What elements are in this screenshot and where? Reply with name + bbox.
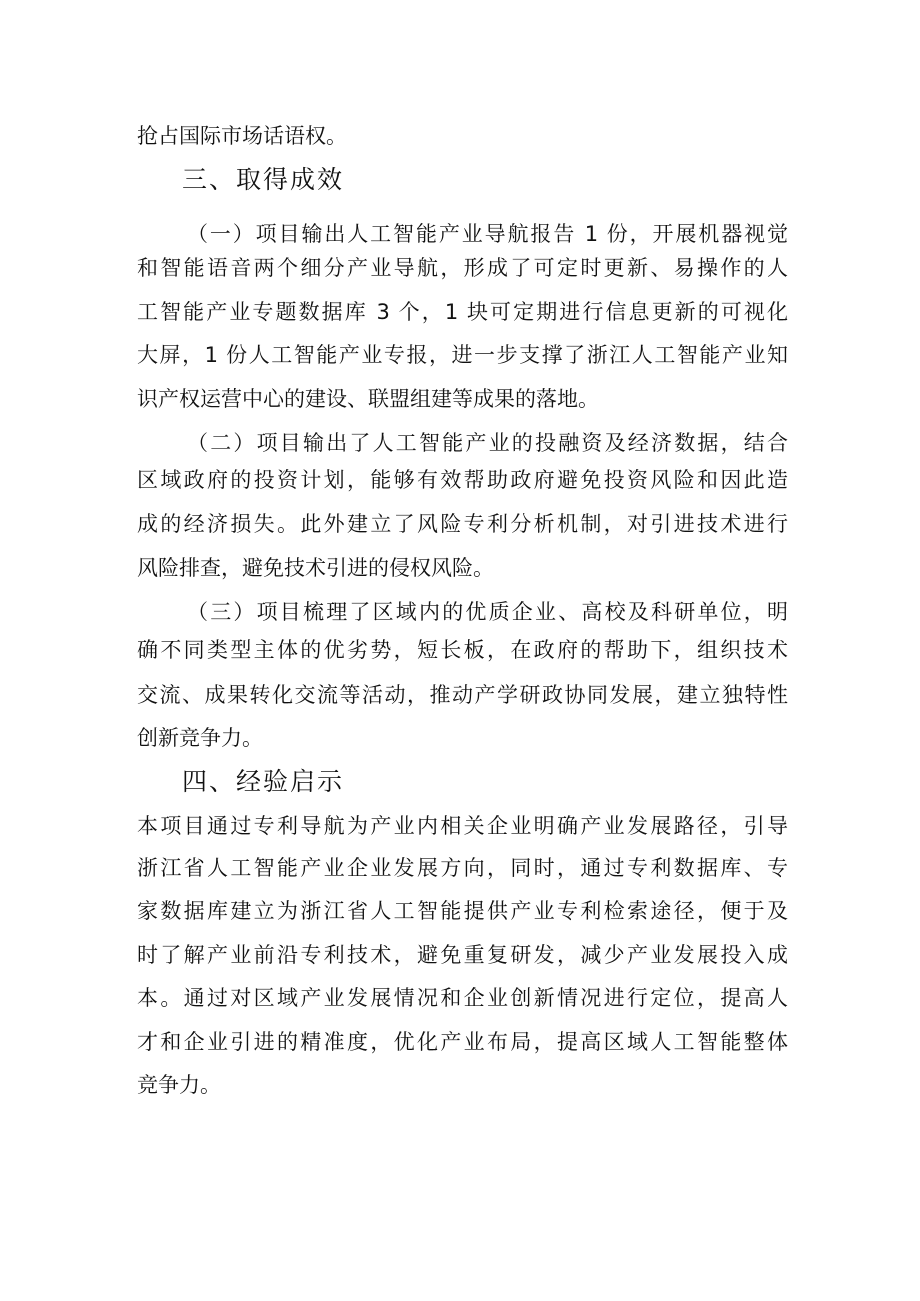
paragraph-line: 创新竞争力。 [137, 726, 263, 750]
paragraph-line: （二）项目输出了人工智能产业的投融资及经济数据，结合 [187, 431, 788, 455]
paragraph-line: 时了解产业前沿专利技术，避免重复研发，减少产业发展投入成 [137, 943, 788, 967]
paragraph-line: 浙江省人工智能产业企业发展方向，同时，通过专利数据库、专 [137, 856, 788, 880]
paragraph-line: 交流、成果转化交流等活动，推动产学研政协同发展，建立独特性 [137, 683, 788, 707]
paragraph-line: 确不同类型主体的优劣势，短长板，在政府的帮助下，组织技术 [137, 638, 788, 662]
paragraph-line: 竞争力。 [137, 1073, 221, 1097]
section-heading-results: 三、取得成效 [182, 165, 345, 194]
paragraph-line: 识产权运营中心的建设、联盟组建等成果的落地。 [137, 387, 599, 411]
section-heading-lessons: 四、经验启示 [182, 767, 345, 796]
paragraph-line: 成的经济损失。此外建立了风险专利分析机制，对引进技术进行 [137, 512, 788, 536]
paragraph-line: 风险排查，避免技术引进的侵权风险。 [137, 556, 494, 580]
paragraph-line: 区域政府的投资计划，能够有效帮助政府避免投资风险和因此造 [137, 468, 788, 492]
paragraph-line: 本项目通过专利导航为产业内相关企业明确产业发展路径，引导 [137, 814, 788, 838]
paragraph-line: 大屏，1 份人工智能产业专报，进一步支撑了浙江人工智能产业知 [137, 343, 788, 367]
paragraph-line: 才和企业引进的精准度，优化产业布局，提高区域人工智能整体 [137, 1030, 788, 1054]
paragraph-line: （一）项目输出人工智能产业导航报告 1 份，开展机器视觉 [187, 222, 788, 246]
paragraph-line: 工智能产业专题数据库 3 个，1 块可定期进行信息更新的可视化 [137, 300, 788, 324]
opening-line: 抢占国际市场话语权。 [137, 124, 347, 148]
paragraph-line: 和智能语音两个细分产业导航，形成了可定时更新、易操作的人 [137, 256, 788, 280]
paragraph-line: 本。通过对区域产业发展情况和企业创新情况进行定位，提高人 [137, 986, 788, 1010]
paragraph-line: 家数据库建立为浙江省人工智能提供产业专利检索途径，便于及 [137, 899, 788, 923]
paragraph-line: （三）项目梳理了区域内的优质企业、高校及科研单位，明 [187, 600, 788, 624]
